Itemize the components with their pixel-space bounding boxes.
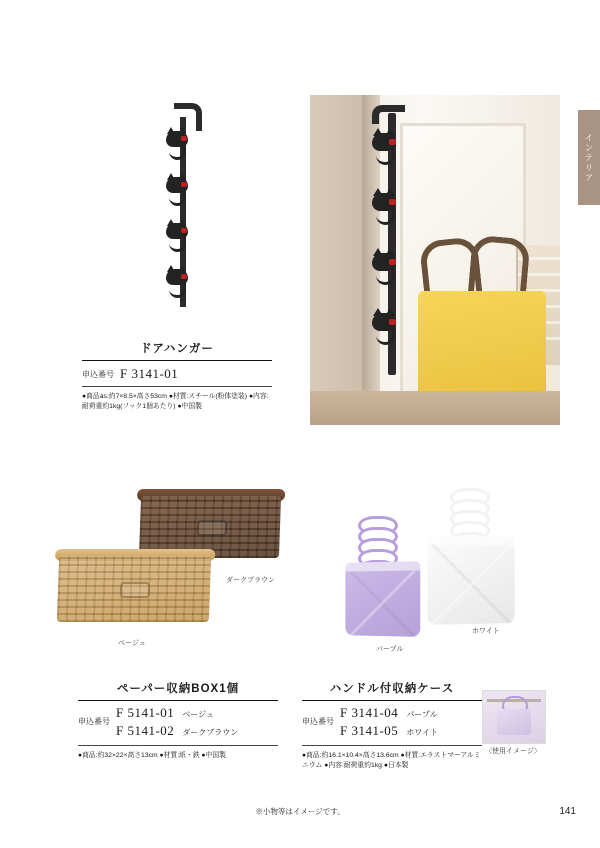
product-code: F 3141-04 xyxy=(340,705,399,720)
order-number-label: 申込番号 xyxy=(78,717,110,726)
product-title: ドアハンガー xyxy=(140,343,214,355)
divider xyxy=(82,386,272,387)
cat-hook-icon xyxy=(372,313,402,339)
door-hanger-product-photo xyxy=(120,95,250,325)
divider xyxy=(78,745,278,746)
page-footnote: ※小物等はイメージです。 xyxy=(255,807,345,816)
product-spec: ●商品:約32×22×高さ13cm ●材質:紙・鉄 ●中国製 xyxy=(78,752,226,759)
door-hanger-lifestyle-photo xyxy=(310,95,560,425)
divider xyxy=(78,700,278,701)
variant-label: ホワイト xyxy=(406,728,439,737)
order-number-label: 申込番号 xyxy=(302,717,334,726)
product-code: F 5141-02 xyxy=(116,723,175,738)
product-code: F 3141-05 xyxy=(340,723,399,738)
photo-caption-white: ホワイト xyxy=(472,628,500,635)
cat-hook-icon xyxy=(372,253,402,279)
cat-hook-icon xyxy=(166,269,194,299)
product-code: F 3141-01 xyxy=(120,366,179,381)
cat-hook-icon xyxy=(372,133,402,159)
product-title: ペーパー収納BOX1個 xyxy=(116,683,240,695)
photo-caption-purple: パープル xyxy=(376,646,404,653)
order-row xyxy=(302,705,482,741)
order-number-label: 申込番号 xyxy=(82,369,114,379)
variant-label: パープル xyxy=(406,710,438,719)
cat-hook-icon xyxy=(166,223,194,253)
product-info-paper-storage-box xyxy=(78,680,278,761)
case-purple xyxy=(345,561,420,637)
order-row xyxy=(78,705,278,741)
wall xyxy=(310,95,362,425)
floor xyxy=(310,391,560,425)
page-number: 141 xyxy=(559,806,576,817)
section-tab-interior: インテリア xyxy=(578,110,600,205)
variant-label: ダークブラウン xyxy=(182,728,239,737)
order-row xyxy=(82,366,272,382)
product-info-door-hanger xyxy=(82,340,272,412)
divider xyxy=(302,745,482,746)
product-title: ハンドル付収納ケース xyxy=(329,683,455,695)
case-white xyxy=(428,535,515,625)
handle-storage-case-photo xyxy=(300,478,550,663)
product-info-handle-storage-case xyxy=(302,680,482,771)
basket-beige xyxy=(57,556,211,622)
divider xyxy=(82,360,272,361)
product-code: F 5141-01 xyxy=(116,705,175,720)
paper-storage-box-photo xyxy=(30,478,285,663)
variant-label: ベージュ xyxy=(182,710,214,719)
cat-hook-icon xyxy=(166,177,194,207)
photo-caption-beige: ベージュ xyxy=(118,640,146,647)
product-spec: ●商品ás:約7×8.5×高さ53cm ●材質:スチール(粉体塗装) ●内容:耐荷重約1kg(フック1個あたり) ●中国製 xyxy=(82,393,269,411)
photo-caption-dark-brown: ダークブラウン xyxy=(226,577,275,584)
product-spec: ●商品:約16.1×10.4×高さ13.6cm ●材質:エラストマーアルミニウム ●内容:耐荷重約1kg ●日本製 xyxy=(302,752,481,770)
cat-hook-icon xyxy=(166,131,194,161)
usage-image-caption: 〈使用イメージ〉 xyxy=(485,748,541,755)
divider xyxy=(302,700,482,701)
usage-image-photo xyxy=(482,690,546,744)
cat-hook-icon xyxy=(372,193,402,219)
